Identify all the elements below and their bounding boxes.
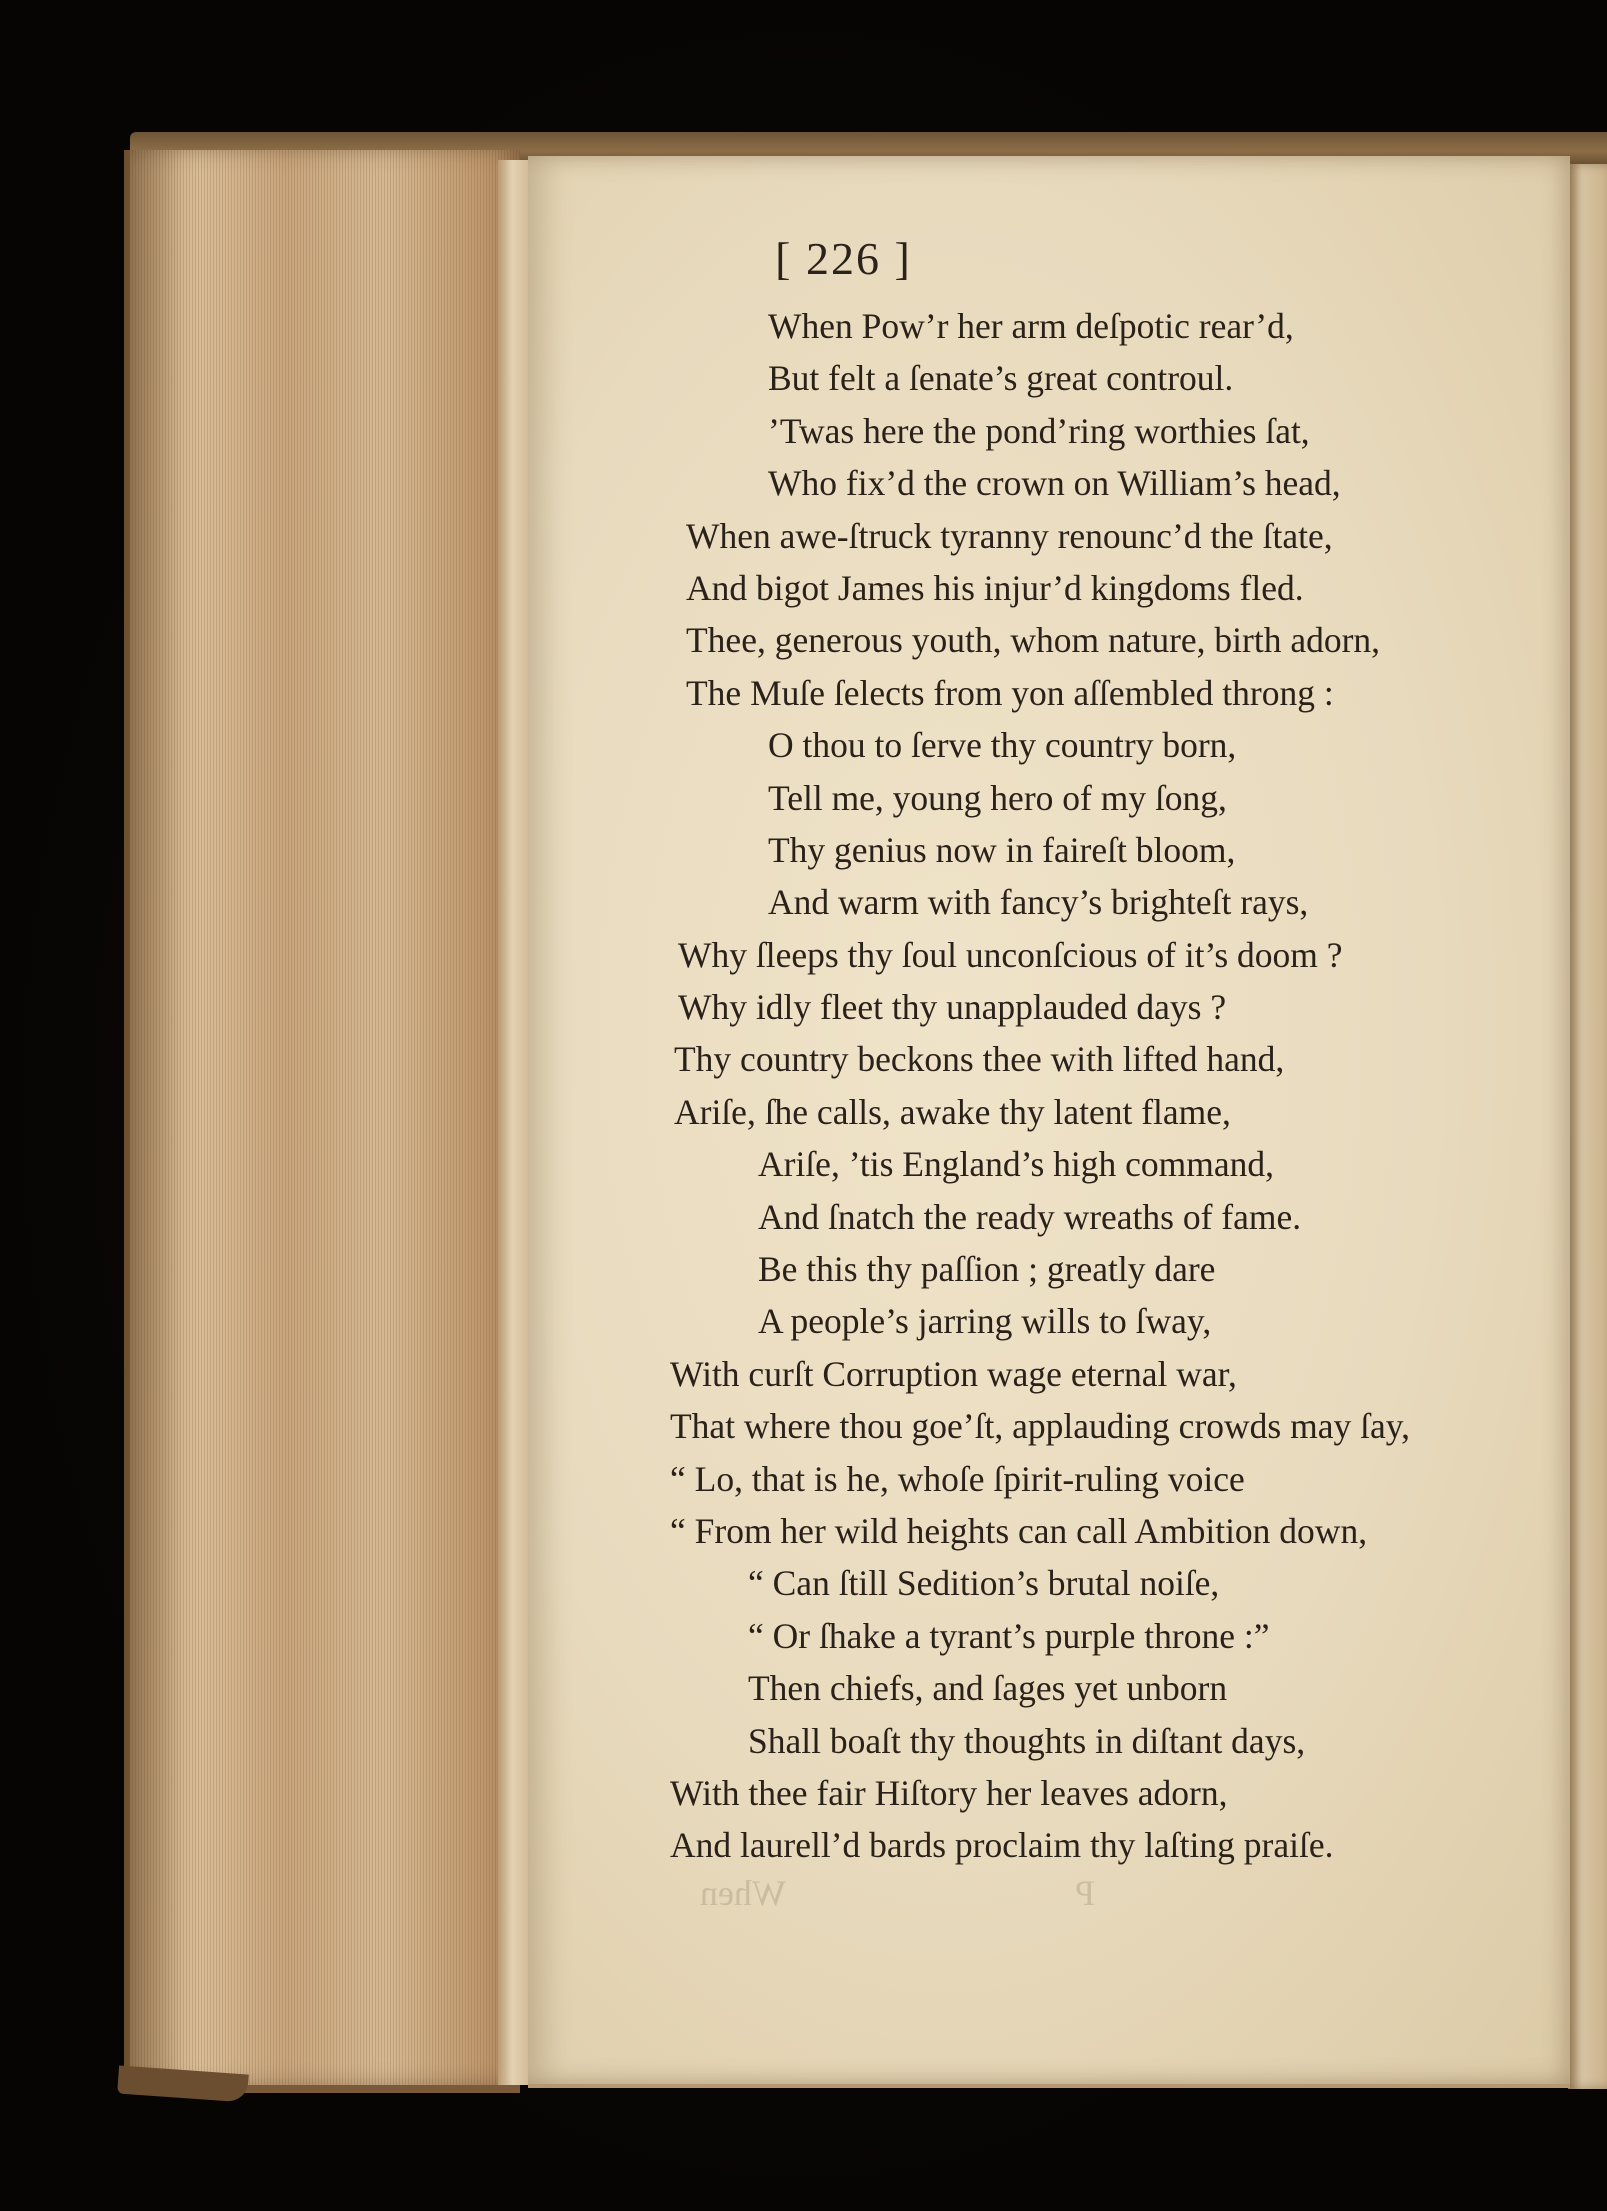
poem-line: Why ſleeps thy ſoul unconſcious of it’s doom ? [678,934,1343,975]
poem-line: With curſt Corruption wage eternal war, [670,1353,1237,1394]
poem-line: The Muſe ſelects from yon aſſembled throng : [686,672,1334,713]
poem-line: Who fix’d the crown on William’s head, [768,463,1341,504]
poem-line: “ From her wild heights can call Ambition down, [670,1510,1368,1551]
poem-line: Thy genius now in faireſt bloom, [768,829,1236,870]
poem-line: And bigot James his injur’d kingdoms fled. [686,567,1304,608]
poem-line: ’Twas here the pond’ring worthies ſat, [768,410,1310,451]
page-number: [ 226 ] [775,233,912,284]
page-block-shadow [124,150,184,2085]
next-page-edge [1568,164,1607,2089]
poem-line: And warm with fancy’s brighteſt rays, [768,882,1309,923]
bleed-through-catchword: When [700,1873,786,1913]
poem-line: When awe-ſtruck tyranny renounc’d the ſtate, [686,515,1333,556]
poem-line: “ Lo, that is he, whoſe ſpirit-ruling voice [670,1458,1245,1499]
poem-line: Be this thy paſſion ; greatly dare [758,1249,1216,1290]
poem-line: And ſnatch the ready wreaths of fame. [758,1196,1302,1237]
poem-line: Ariſe, ’tis England’s high command, [758,1144,1274,1185]
poem-line: Ariſe, ſhe calls, awake thy latent flame, [674,1091,1231,1132]
poem-line: Thee, generous youth, whom nature, birth adorn, [686,620,1381,661]
poem-line: Shall boaſt thy thoughts in diſtant days, [748,1720,1306,1761]
poem-line: When Pow’r her arm deſpotic rear’d, [768,306,1294,346]
poem-line: With thee fair Hiſtory her leaves adorn, [670,1772,1228,1813]
poem-line: Why idly fleet thy unapplauded days ? [678,987,1227,1028]
poem-line: A people’s jarring wills to ſway, [758,1301,1212,1342]
poem-line: “ Or ſhake a tyrant’s purple throne :” [748,1615,1270,1656]
poem-line: “ Can ſtill Sedition’s brutal noiſe, [748,1563,1220,1604]
bleed-through-signature: P [1075,1873,1096,1913]
poem-line: But felt a ſenate’s great controul. [768,358,1234,399]
poem-line: Thy country beckons thee with lifted hand, [674,1039,1285,1080]
poem-line: Then chiefs, and ſages yet unborn [748,1668,1228,1709]
poem-line: Tell me, young hero of my ſong, [768,777,1227,818]
poem-line: O thou to ſerve thy country born, [768,725,1237,766]
poem-line: That where thou goe’ſt, applauding crowds may ſay, [670,1406,1411,1447]
poem-text [670,300,1530,1872]
poem-line: And laurell’d bards proclaim thy laſting praiſe. [670,1825,1334,1866]
